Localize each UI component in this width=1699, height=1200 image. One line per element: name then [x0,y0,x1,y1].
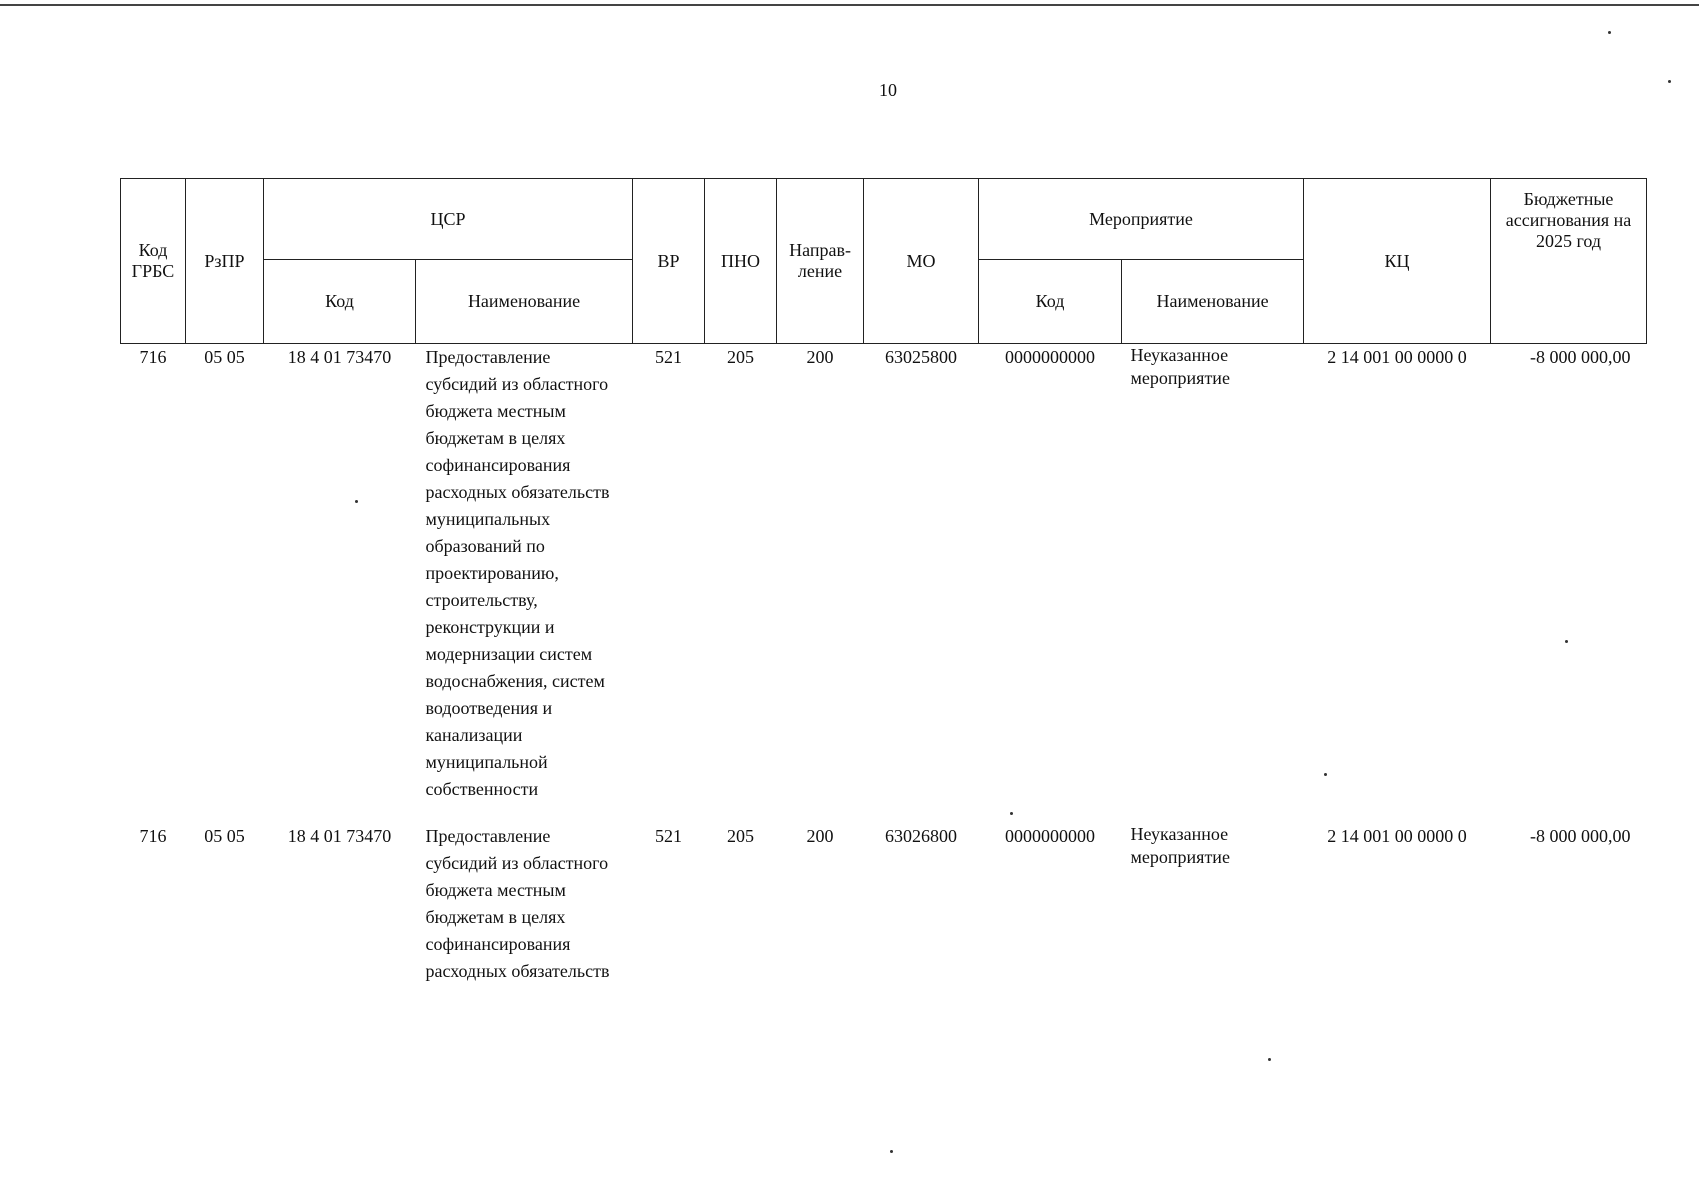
scan-speck [1608,31,1611,34]
cell-pno: 205 [727,347,755,367]
cell-event-name: Неуказанное мероприятие [1130,345,1230,388]
cell-grbs: 716 [139,826,167,846]
cell-grbs: 716 [139,347,167,367]
cell-vr: 521 [655,347,683,367]
cell-mo: 63025800 [885,347,958,367]
cell-mo: 63026800 [885,826,958,846]
cell-csr-name: Предоставление субсидий из областного бюджета местным бюджетам в целях софинансирования расходных обязательств муниципальных образований по проектированию, строительству, реконструкции и модернизации систем водоснабжения, систем водоотведения и канализации муниципальной собственности [425,347,610,799]
page-number: 10 [879,80,897,100]
header-csr: ЦСР [264,179,633,260]
header-direction: Направ-ление [777,179,864,344]
cell-csr-code: 18 4 01 73470 [287,347,392,367]
cell-amount: -8 000 000,00 [1530,826,1631,846]
cell-event-code: 0000000000 [1005,347,1096,367]
header-event-name: Наименование [1122,260,1304,344]
top-rule [0,4,1699,6]
scan-speck [1565,640,1568,643]
cell-event-name: Неуказанное мероприятие [1130,824,1230,867]
header-allocations: Бюджетные ассигнования на 2025 год [1491,179,1647,344]
header-row-top [121,179,1647,260]
scan-speck [355,500,358,503]
header-mo: МО [864,179,979,344]
cell-rzpr: 05 05 [204,347,245,367]
scan-speck [1668,80,1671,83]
scan-speck [1268,1058,1271,1061]
cell-direction: 200 [806,347,834,367]
header-csr-code: Код [264,260,416,344]
budget-table [120,178,1647,1005]
table-row [121,344,1647,824]
scan-speck [1324,773,1327,776]
header-event: Мероприятие [979,179,1304,260]
cell-direction: 200 [806,826,834,846]
cell-csr-name: Предоставление субсидий из областного бюджета местным бюджетам в целях софинансирования расходных обязательств [425,826,610,981]
cell-kc: 2 14 001 00 0000 0 [1327,347,1467,367]
header-kc: КЦ [1304,179,1491,344]
header-pno: ПНО [705,179,777,344]
cell-amount: -8 000 000,00 [1530,347,1631,367]
header-grbs-code: Код ГРБС [121,179,186,344]
cell-vr: 521 [655,826,683,846]
header-event-code: Код [979,260,1122,344]
header-vr: ВР [633,179,705,344]
cell-event-code: 0000000000 [1005,826,1096,846]
cell-pno: 205 [727,826,755,846]
header-csr-name: Наименование [416,260,633,344]
scan-speck [1010,812,1013,815]
scan-speck [890,1150,893,1153]
cell-rzpr: 05 05 [204,826,245,846]
cell-csr-code: 18 4 01 73470 [287,826,392,846]
cell-kc: 2 14 001 00 0000 0 [1327,826,1467,846]
header-rzpr: РзПР [186,179,264,344]
table-row [121,823,1647,1005]
